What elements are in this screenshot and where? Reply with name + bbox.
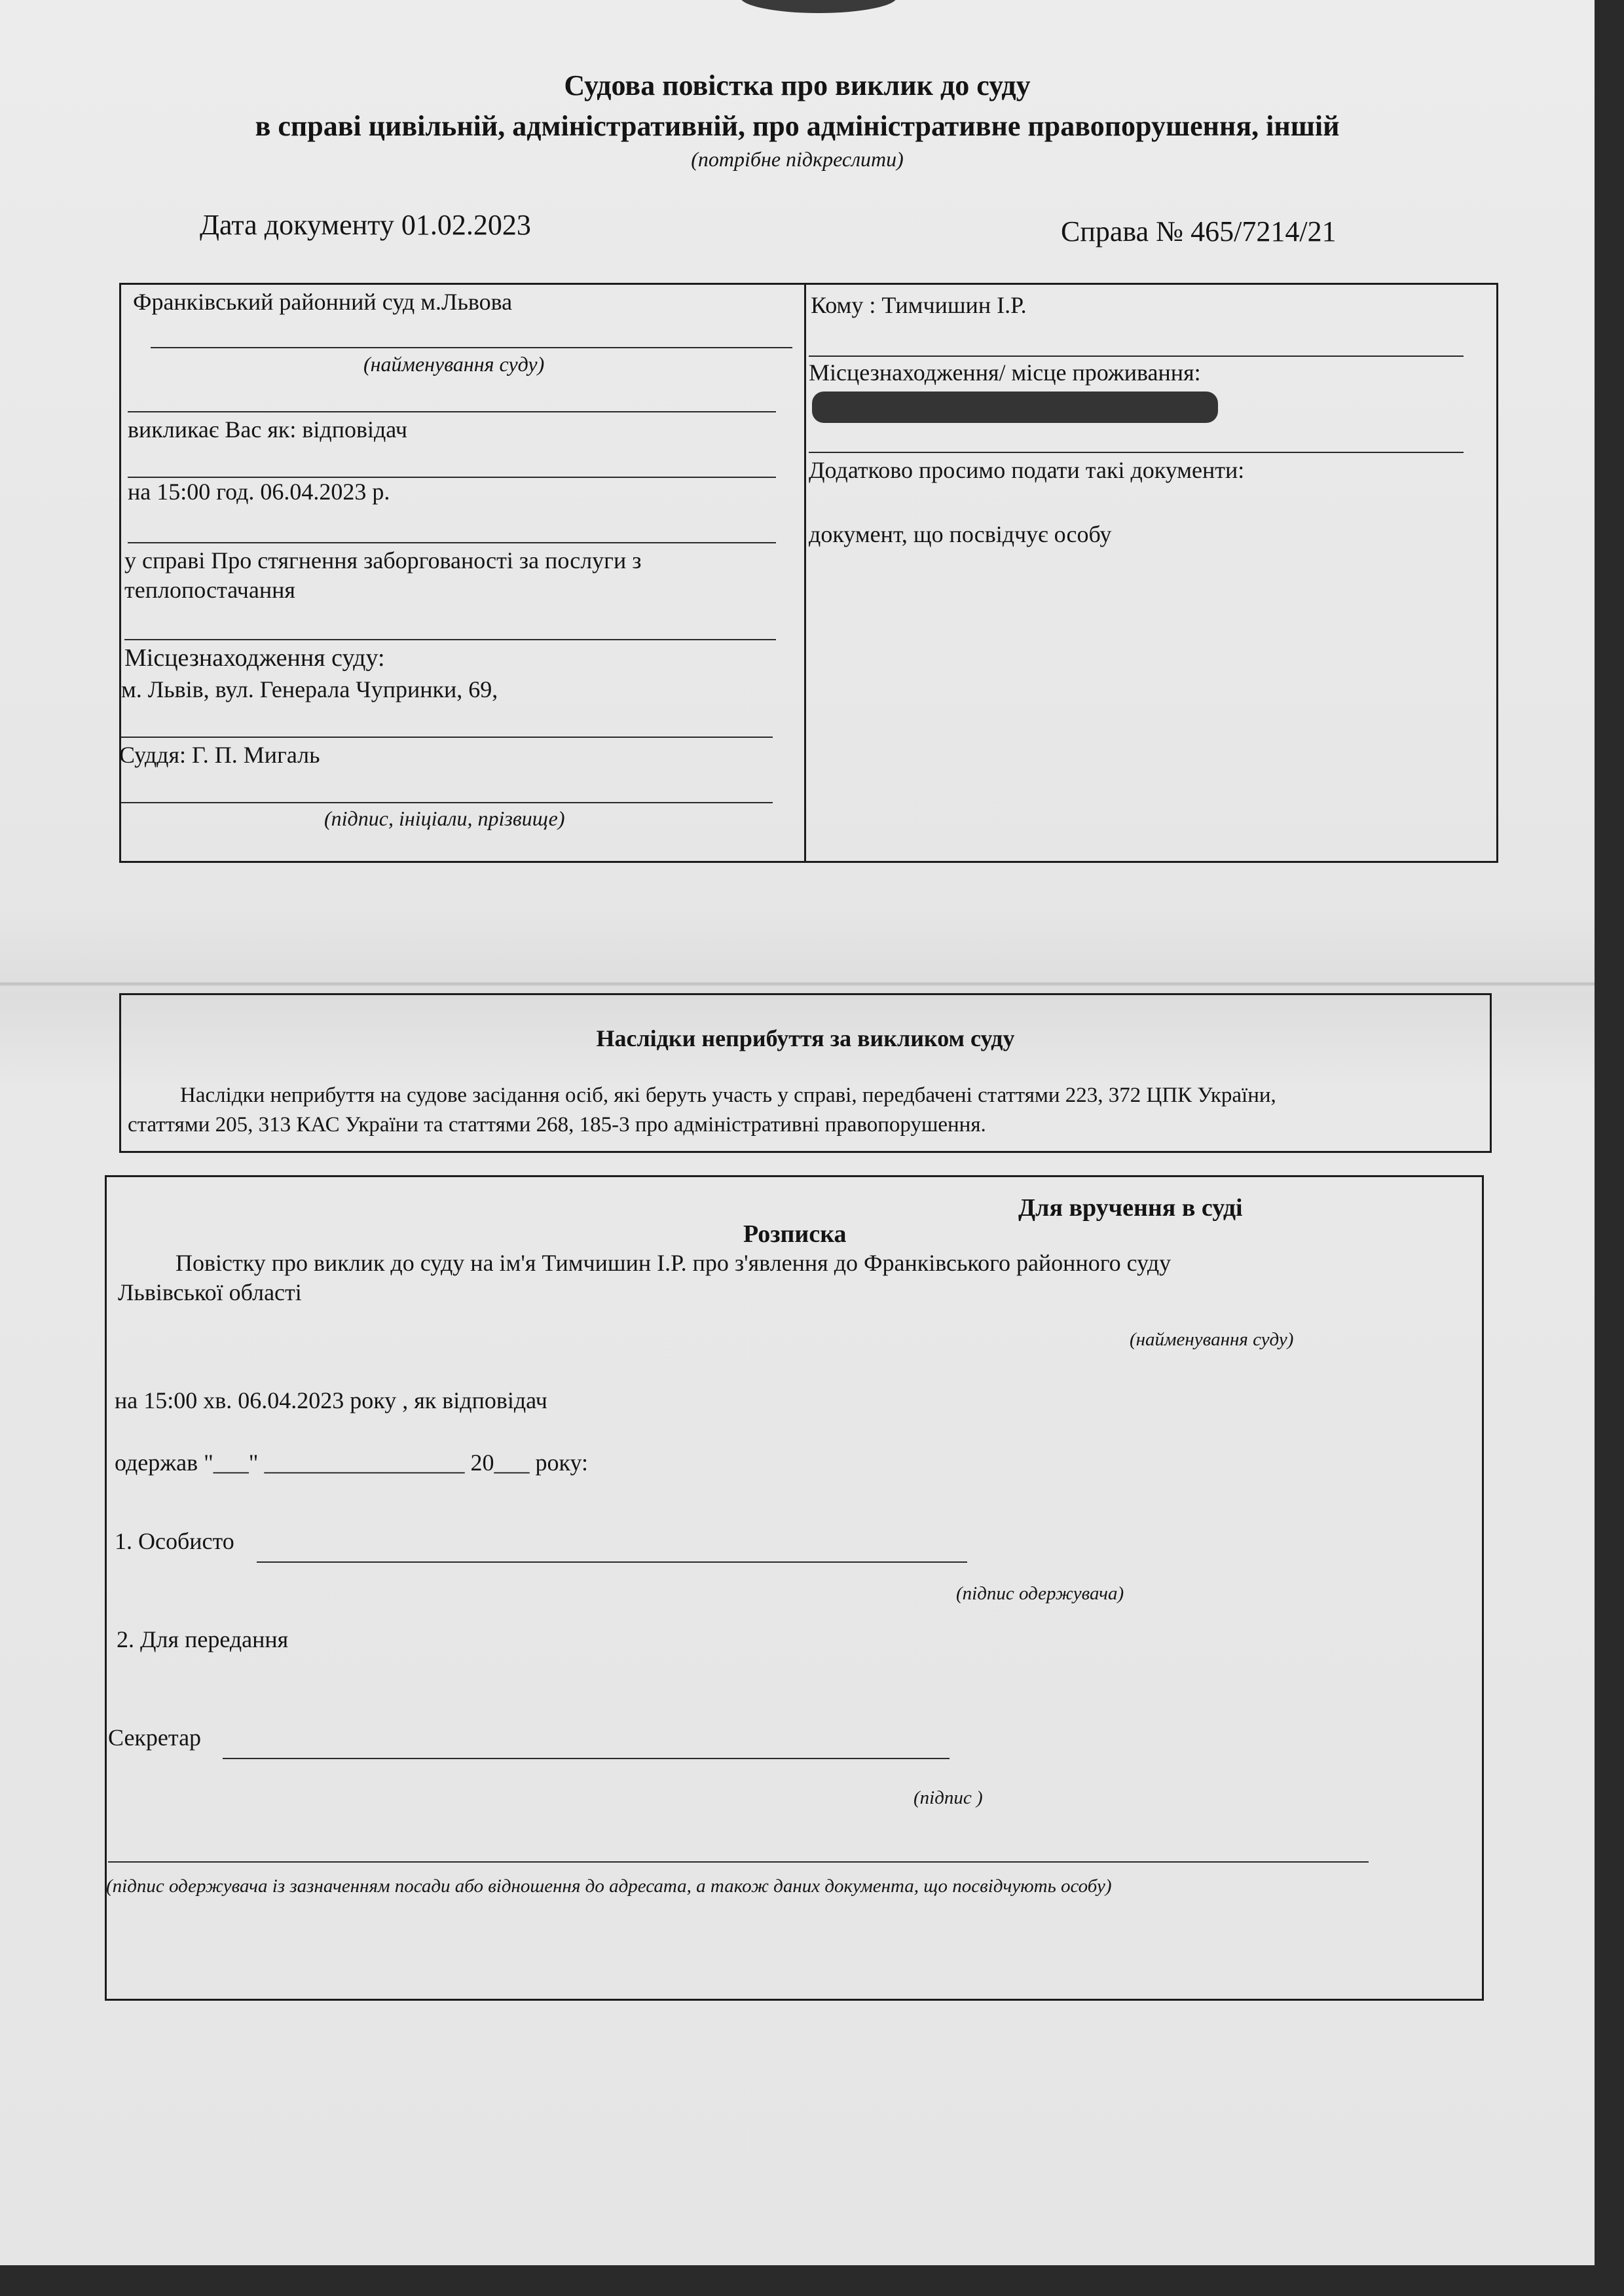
court-underline <box>151 347 792 348</box>
address-label: Місцезнаходження/ місце проживання: <box>809 359 1201 386</box>
receipt-time: на 15:00 хв. 06.04.2023 року , як відповідач <box>115 1387 547 1413</box>
rule-3 <box>128 542 776 543</box>
receipt-court-caption: (найменування суду) <box>1130 1329 1294 1350</box>
consequences-line2: статтями 205, 313 КАС України та статтями 268, 185-3 про адміністративні правопорушення. <box>128 1113 986 1137</box>
paper-fold <box>0 982 1595 986</box>
receipt-footer-line <box>108 1861 1369 1863</box>
rule-r1 <box>809 355 1464 357</box>
required-document: документ, що посвідчує особу <box>809 521 1112 547</box>
court-name: Франківський районний суд м.Львова <box>133 289 513 315</box>
court-location: м. Львів, вул. Генерала Чупринки, 69, <box>121 676 498 702</box>
rule-6 <box>121 802 773 803</box>
document-date: Дата документу 01.02.2023 <box>200 209 531 241</box>
received-date: одержав "___" _________________ 20___ року: <box>115 1449 589 1476</box>
documents-label: Додатково просимо подати такі документи: <box>809 457 1245 483</box>
rule-5 <box>121 737 773 738</box>
table-divider <box>804 283 806 863</box>
case-subject-line1: у справі Про стягнення заборгованості за послуги з <box>124 547 642 574</box>
document-title: Судова повістка про виклик до суду <box>564 69 1031 101</box>
redacted-address <box>812 392 1218 423</box>
recipient-caption: (підпис одержувача) <box>956 1583 1124 1604</box>
scan-background-bottom <box>0 2265 1624 2296</box>
case-number: Справа № 465/7214/21 <box>1061 215 1337 247</box>
judge-name: Суддя: Г. П. Мигаль <box>119 742 320 768</box>
court-location-label: Місцезнаходження суду: <box>124 644 385 672</box>
receipt-title: Розписка <box>743 1220 847 1248</box>
receipt-footer-caption: (підпис одержувача із зазначенням посади або відношення до адресата, а також даних документа, що посвідчують особу) <box>106 1876 1112 1897</box>
rule-r2 <box>809 452 1464 453</box>
scan-background-right <box>1595 0 1624 2296</box>
personally-signature-line <box>257 1561 967 1563</box>
receipt-line1: Повістку про виклик до суду на ім'я Тимчишин І.Р. про з'явлення до Франківського районного суду <box>175 1250 1172 1276</box>
rule-4 <box>124 639 776 640</box>
case-subject-line2: теплопостачання <box>124 577 295 603</box>
underline-note: (потрібне підкреслити) <box>691 147 904 171</box>
for-court-label: Для вручення в суді <box>1018 1194 1243 1222</box>
signature-caption: (підпис ) <box>913 1787 983 1808</box>
receipt-line2: Львівської області <box>118 1279 302 1305</box>
transfer-label: 2. Для передання <box>117 1626 289 1652</box>
hearing-time: на 15:00 год. 06.04.2023 р. <box>128 479 390 505</box>
document-subtitle: в справі цивільній, адміністративній, про адміністративне правопорушення, іншій <box>255 110 1340 142</box>
personally-label: 1. Особисто <box>115 1528 234 1554</box>
judge-caption: (підпис, ініціали, прізвище) <box>324 807 565 830</box>
summons-role: викликає Вас як: відповідач <box>128 416 407 443</box>
consequences-title: Наслідки неприбуття за викликом суду <box>596 1025 1015 1051</box>
secretary-signature-line <box>223 1758 950 1759</box>
rule-1 <box>128 411 776 412</box>
secretary-label: Секретар <box>108 1724 202 1751</box>
recipient: Кому : Тимчишин І.Р. <box>811 292 1027 318</box>
consequences-line1: Наслідки неприбуття на судове засідання осіб, які беруть участь у справі, передбачені статтями 223, 372 ЦПК України, <box>180 1084 1276 1107</box>
court-caption: (найменування суду) <box>363 352 545 376</box>
